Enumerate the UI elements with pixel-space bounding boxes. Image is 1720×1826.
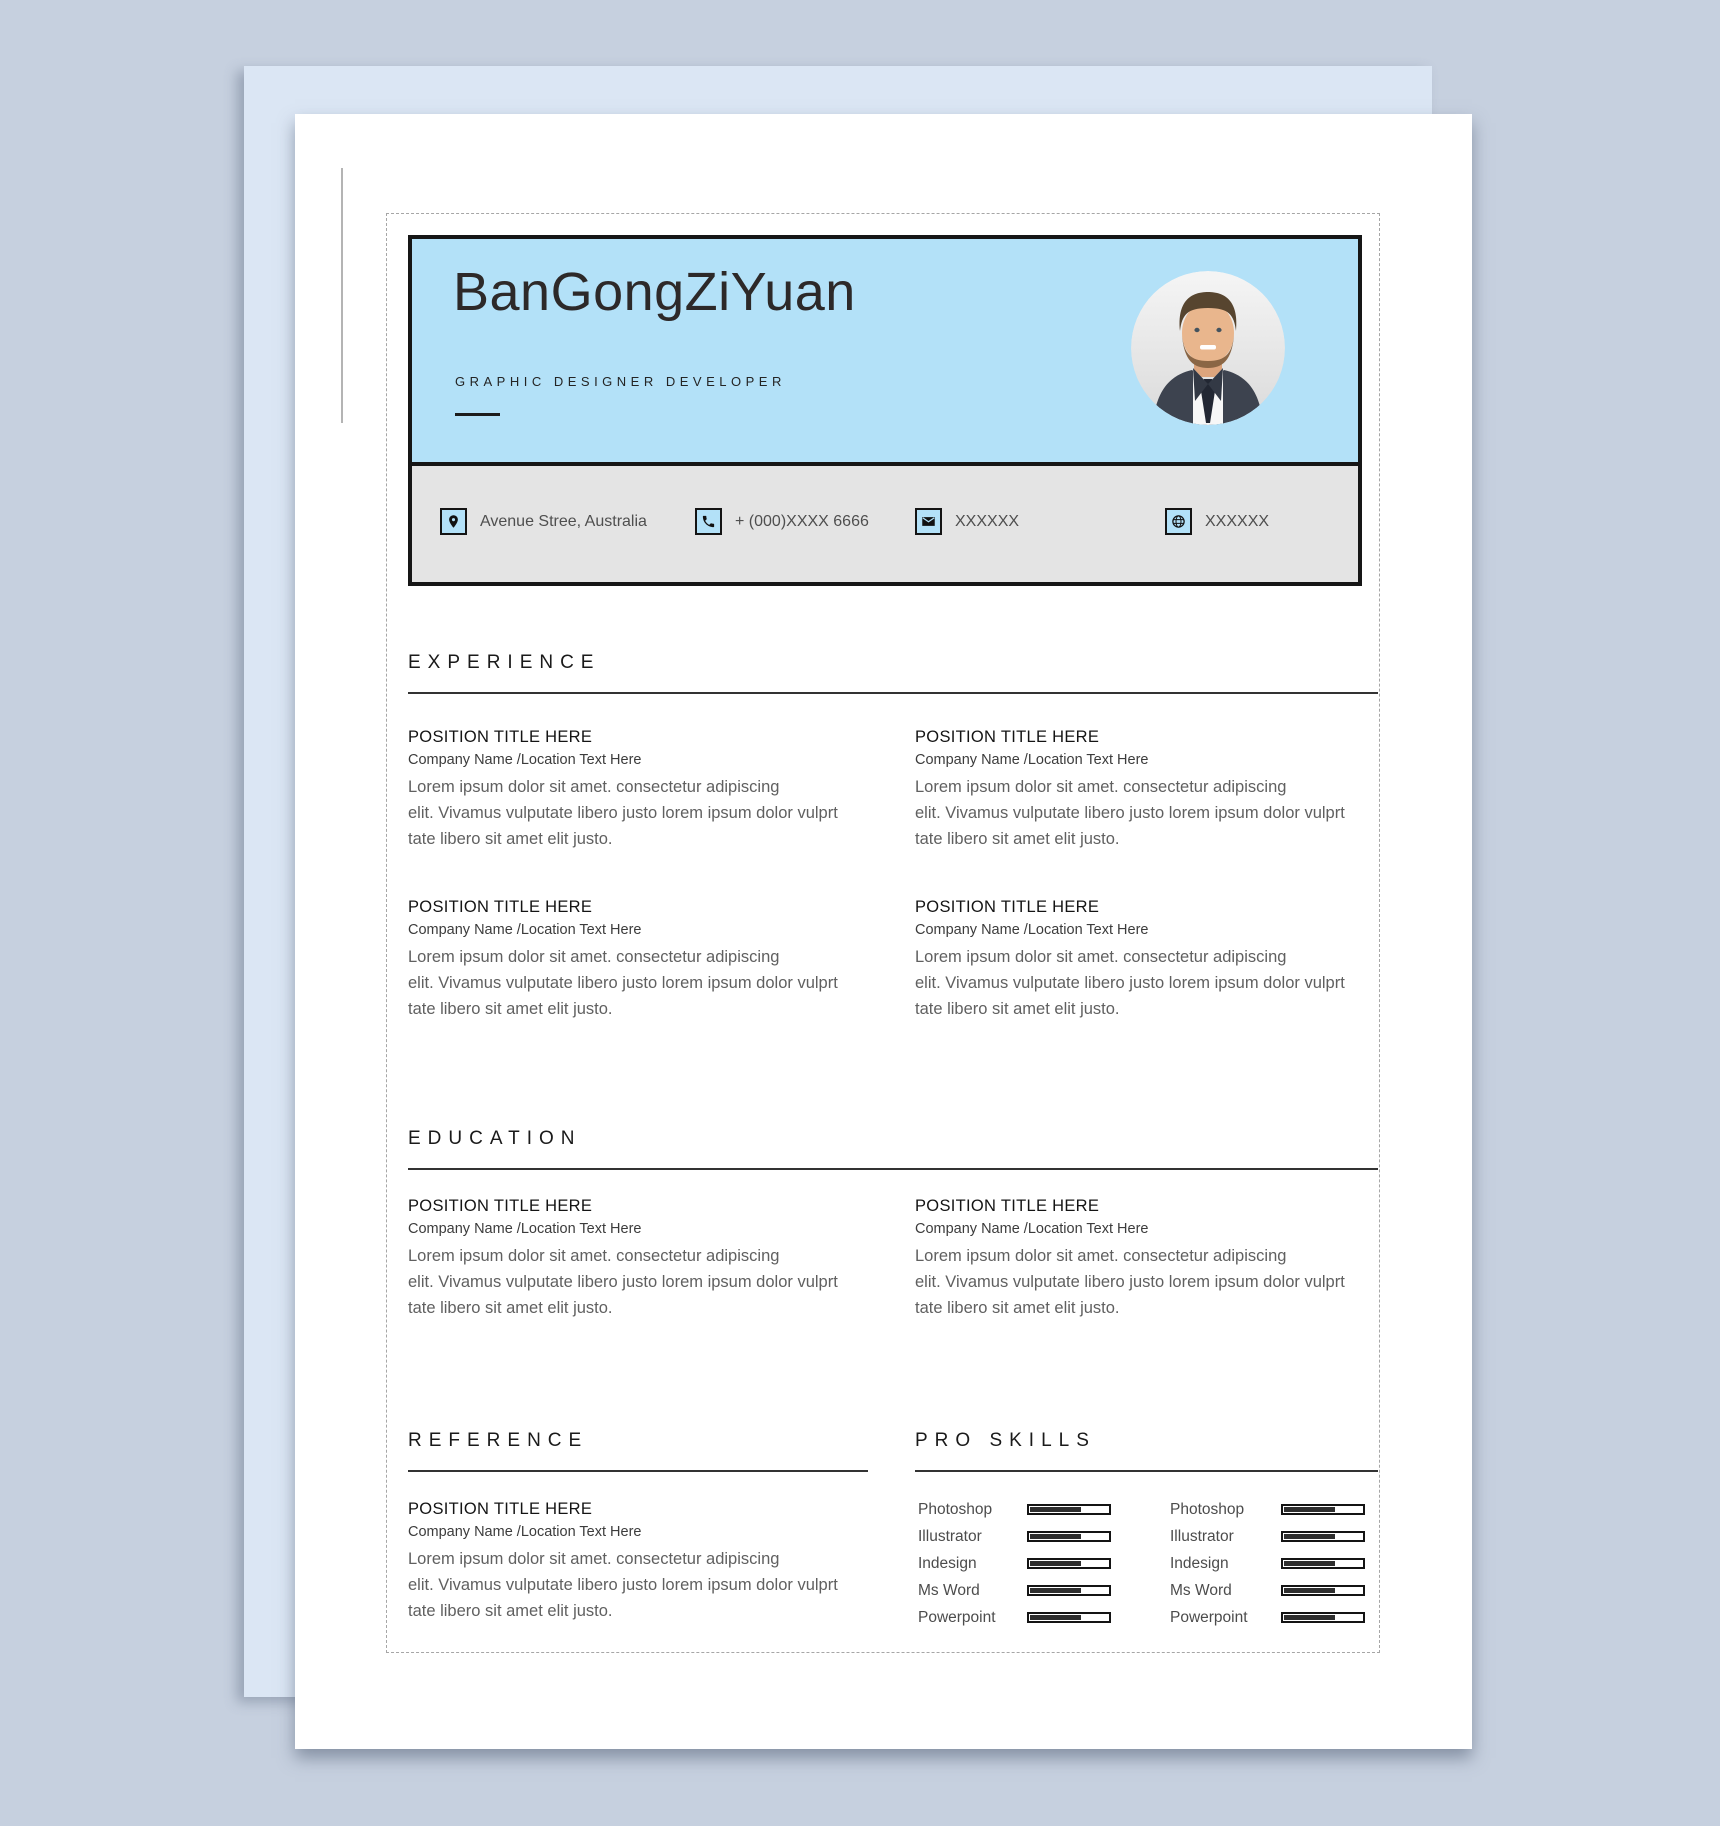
description-line: tate libero sit amet elit justo. [915,830,1120,848]
position-title: POSITION TITLE HERE [915,728,1100,746]
skill-bar-fill [1284,1588,1335,1593]
skill-bar-fill [1284,1615,1335,1620]
section-title-reference: REFERENCE [408,1430,589,1451]
company-name: Company Name /Location Text Here [408,752,642,768]
description-line: elit. Vivamus vulputate libero justo lorem ipsum dolor vulprt [915,974,1345,992]
position-title: POSITION TITLE HERE [408,728,593,746]
description-line: elit. Vivamus vulputate libero justo lorem ipsum dolor vulprt [408,1576,838,1594]
entry-description [408,1546,880,1624]
company-name: Company Name /Location Text Here [408,922,642,938]
skill-bar-fill [1030,1615,1081,1620]
section-title-pro-skills: PRO SKILLS [915,1430,1096,1451]
position-title: POSITION TITLE HERE [408,1197,593,1215]
entry-description [915,1243,1387,1321]
resume-header [408,235,1362,586]
skill-bar [1027,1531,1111,1542]
experience-entry [915,896,1387,1022]
candidate-name: BanGongZiYuan [453,262,856,322]
role-underline [455,413,500,416]
description-line: elit. Vivamus vulputate libero justo lorem ipsum dolor vulprt [408,974,838,992]
contact-website-text: XXXXXX [1205,512,1270,530]
skill-name: Ms Word [918,1581,980,1599]
description-line: tate libero sit amet elit justo. [915,1000,1120,1018]
skill-bar-fill [1030,1588,1081,1593]
skill-row [1170,1577,1365,1604]
globe-icon [1165,508,1192,535]
experience-entry [408,726,880,852]
skill-name: Indesign [918,1554,977,1572]
skills-column-left [918,1496,1111,1631]
content-frame [386,213,1380,1653]
contact-email [915,508,1019,535]
description-line: Lorem ipsum dolor sit amet. consectetur adipiscing [915,1247,1287,1265]
skill-row [1170,1523,1365,1550]
experience-entry [915,726,1387,852]
contact-website [1165,508,1269,535]
contact-location [440,508,647,535]
location-pin-icon [440,508,467,535]
description-line: tate libero sit amet elit justo. [408,1299,613,1317]
skill-bar-fill [1030,1561,1081,1566]
section-rule-education [408,1168,1378,1170]
position-title: POSITION TITLE HERE [915,898,1100,916]
envelope-icon [915,508,942,535]
skill-bar [1281,1504,1365,1515]
skill-bar [1027,1558,1111,1569]
description-line: elit. Vivamus vulputate libero justo lorem ipsum dolor vulprt [408,1273,838,1291]
position-title: POSITION TITLE HERE [408,1500,593,1518]
contact-bar [412,466,1358,582]
section-title-education: EDUCATION [408,1128,582,1149]
skill-row [1170,1496,1365,1523]
position-title: POSITION TITLE HERE [408,898,593,916]
contact-phone [695,508,869,535]
entry-description [408,774,880,852]
skill-name: Illustrator [918,1527,982,1545]
description-line: elit. Vivamus vulputate libero justo lorem ipsum dolor vulprt [915,1273,1345,1291]
company-name: Company Name /Location Text Here [408,1221,642,1237]
company-name: Company Name /Location Text Here [915,922,1149,938]
description-line: Lorem ipsum dolor sit amet. consectetur adipiscing [408,1247,780,1265]
skill-row [918,1550,1111,1577]
skill-bar [1281,1558,1365,1569]
skill-name: Photoshop [1170,1500,1245,1518]
section-title-experience: EXPERIENCE [408,652,601,673]
section-rule-reference [408,1470,868,1472]
skill-bar-fill [1030,1507,1081,1512]
description-line: Lorem ipsum dolor sit amet. consectetur adipiscing [408,948,780,966]
description-line: Lorem ipsum dolor sit amet. consectetur adipiscing [408,778,780,796]
skill-row [918,1496,1111,1523]
description-line: tate libero sit amet elit justo. [408,1602,613,1620]
profile-photo [1131,271,1285,425]
experience-entry [408,896,880,1022]
contact-location-text: Avenue Stree, Australia [480,512,647,530]
skill-bar [1281,1612,1365,1623]
phone-icon [695,508,722,535]
avatar-illustration [1131,271,1285,425]
section-rule-experience [408,692,1378,694]
education-entry [408,1195,880,1321]
page-fold-line [341,168,343,423]
skill-row [918,1577,1111,1604]
skill-bar-fill [1284,1534,1335,1539]
skill-name: Photoshop [918,1500,993,1518]
description-line: Lorem ipsum dolor sit amet. consectetur adipiscing [408,1550,780,1568]
skill-bar [1027,1504,1111,1515]
entry-description [408,1243,880,1321]
company-name: Company Name /Location Text Here [915,752,1149,768]
company-name: Company Name /Location Text Here [408,1524,642,1540]
description-line: tate libero sit amet elit justo. [915,1299,1120,1317]
skill-name: Ms Word [1170,1581,1232,1599]
skill-row [918,1604,1111,1631]
description-line: Lorem ipsum dolor sit amet. consectetur adipiscing [915,778,1287,796]
description-line: tate libero sit amet elit justo. [408,830,613,848]
candidate-role: GRAPHIC DESIGNER DEVELOPER [455,374,786,389]
skill-name: Powerpoint [918,1608,996,1626]
skill-name: Indesign [1170,1554,1229,1572]
skill-bar [1027,1585,1111,1596]
description-line: tate libero sit amet elit justo. [408,1000,613,1018]
description-line: elit. Vivamus vulputate libero justo lorem ipsum dolor vulprt [408,804,838,822]
entry-description [915,944,1387,1022]
skill-name: Powerpoint [1170,1608,1248,1626]
skill-row [1170,1550,1365,1577]
skills-column-right [1170,1496,1365,1631]
skill-bar-fill [1284,1507,1335,1512]
position-title: POSITION TITLE HERE [915,1197,1100,1215]
skill-bar-fill [1030,1534,1081,1539]
entry-description [408,944,880,1022]
skill-bar [1281,1585,1365,1596]
company-name: Company Name /Location Text Here [915,1221,1149,1237]
description-line: Lorem ipsum dolor sit amet. consectetur adipiscing [915,948,1287,966]
skill-bar [1281,1531,1365,1542]
skill-name: Illustrator [1170,1527,1234,1545]
contact-email-text: XXXXXX [955,512,1020,530]
reference-entry [408,1498,880,1624]
entry-description [915,774,1387,852]
contact-phone-text: + (000)XXXX 6666 [735,512,869,530]
section-rule-pro-skills [915,1470,1378,1472]
resume-page [295,114,1472,1749]
skill-row [1170,1604,1365,1631]
skill-row [918,1523,1111,1550]
skill-bar [1027,1612,1111,1623]
skill-bar-fill [1284,1561,1335,1566]
header-banner [412,239,1358,462]
education-entry [915,1195,1387,1321]
description-line: elit. Vivamus vulputate libero justo lorem ipsum dolor vulprt [915,804,1345,822]
